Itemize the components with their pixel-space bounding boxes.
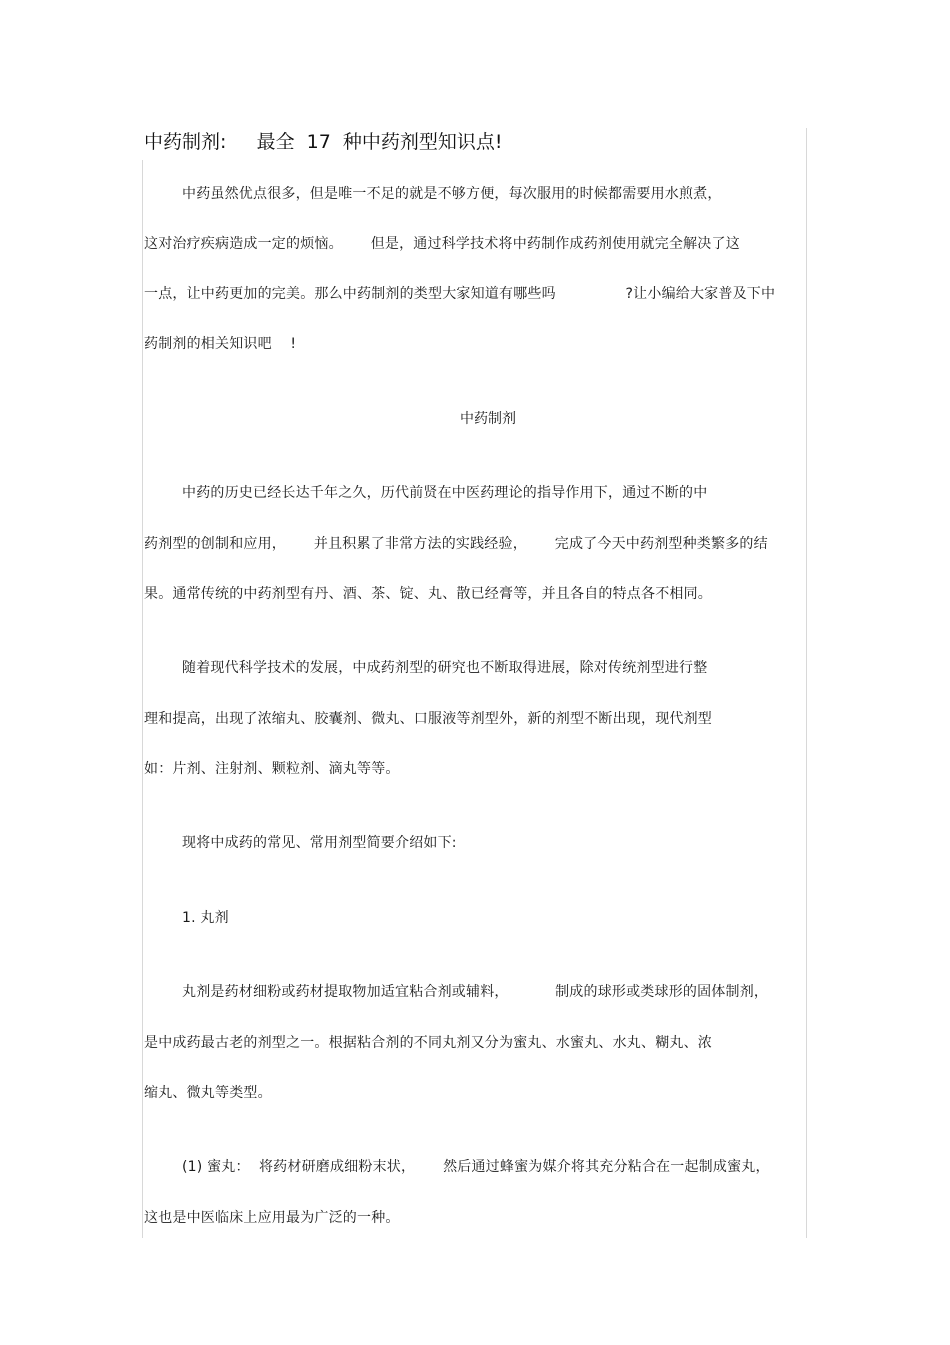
honey-pill-line-2: 这也是中医临床上应用最为广泛的一种。 (144, 1210, 400, 1226)
pill-line-3: 缩丸、微丸等类型。 (144, 1085, 272, 1101)
document-title: 中药制剂: 最全 17 种中药剂型知识点! (144, 131, 503, 153)
modern-line-3: 如：片剂、注射剂、颗粒剂、滴丸等等。 (144, 761, 400, 777)
intro-line-3: 一点，让中药更加的完美。那么中药制剂的类型大家知道有哪些吗 ?让小编给大家普及下中 (144, 286, 776, 302)
pill-line-1: 丸剂是药材细粉或药材提取物加适宜粘合剂或辅料， 制成的球形或类球形的固体制剂， (182, 984, 769, 1000)
intro-line-2: 这对治疗疾病造成一定的烦恼。 但是，通过科学技术将中药制作成药剂使用就完全解决了这 (144, 236, 740, 252)
history-line-2: 药剂型的创制和应用， 并且积累了非常方法的实践经验， 完成了今天中药剂型种类繁多的结 (144, 536, 768, 552)
modern-line-1: 随着现代科学技术的发展，中成药剂型的研究也不断取得进展，除对传统剂型进行整 (182, 660, 708, 676)
history-line-3: 果。通常传统的中药剂型有丹、酒、茶、锭、丸、散已经膏等，并且各自的特点各不相同。 (144, 586, 712, 602)
modern-line-2: 理和提高，出现了浓缩丸、胶囊剂、微丸、口服液等剂型外，新的剂型不断出现，现代剂型 (144, 711, 712, 727)
history-line-1: 中药的历史已经长达千年之久，历代前贤在中医药理论的指导作用下，通过不断的中 (182, 485, 708, 501)
item1-heading: 1. 丸剂 (182, 910, 229, 926)
intro-line-4: 药制剂的相关知识吧 ! (144, 336, 297, 352)
honey-pill-line-1: (1) 蜜丸： 将药材研磨成细粉末状， 然后通过蜂蜜为媒介将其充分粘合在一起制成蜜丸， (182, 1159, 770, 1175)
pill-line-2: 是中成药最古老的剂型之一。根据粘合剂的不同丸剂又分为蜜丸、水蜜丸、水丸、糊丸、浓 (144, 1035, 712, 1051)
page-right-border (806, 128, 807, 1238)
common-forms-intro: 现将中成药的常见、常用剂型简要介绍如下: (182, 835, 457, 851)
page-left-border (142, 160, 143, 1238)
intro-line-1: 中药虽然优点很多，但是唯一不足的就是不够方便，每次服用的时候都需要用水煎煮， (182, 186, 722, 202)
section-heading: 中药制剂 (460, 411, 516, 427)
